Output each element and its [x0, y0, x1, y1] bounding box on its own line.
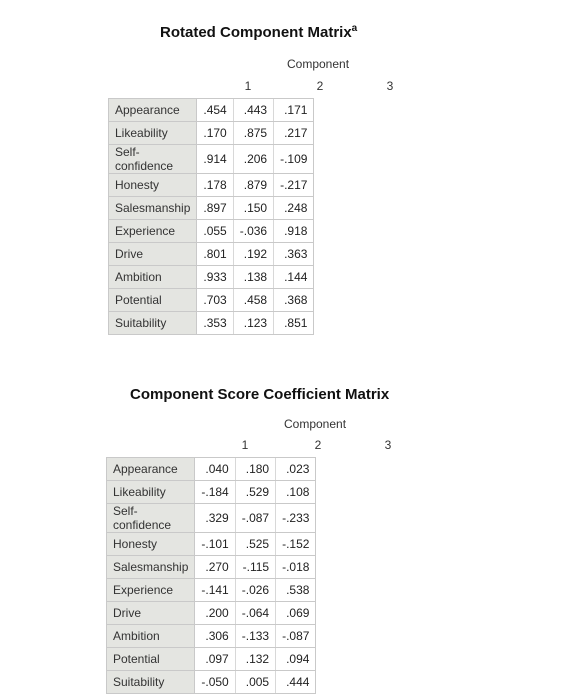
row-label: Self-confidence: [107, 504, 195, 533]
footnote-marker: a: [351, 23, 358, 34]
matrix-title: Component Score Coefficient Matrix: [130, 386, 390, 403]
cell-value: .170: [197, 122, 233, 145]
cell-value: -.087: [235, 504, 275, 533]
matrix-table: [106, 457, 316, 694]
cell-value: .525: [235, 533, 275, 556]
row-label: Likeability: [107, 481, 195, 504]
row-label: Ambition: [107, 625, 195, 648]
cell-value: .248: [274, 197, 314, 220]
cell-value: .132: [235, 648, 275, 671]
cell-value: .353: [197, 312, 233, 335]
column-header-3: 3: [384, 438, 392, 452]
table-row: [109, 312, 314, 335]
column-header-2: 2: [316, 79, 324, 93]
column-header-2: 2: [314, 438, 322, 452]
table-row: [109, 289, 314, 312]
row-label: Appearance: [109, 99, 197, 122]
cell-value: .329: [195, 504, 235, 533]
table-row: [107, 671, 316, 694]
cell-value: .458: [233, 289, 273, 312]
table-row: [107, 579, 316, 602]
cell-value: .097: [195, 648, 235, 671]
row-label: Experience: [109, 220, 197, 243]
cell-value: -.141: [195, 579, 235, 602]
cell-value: .206: [233, 145, 273, 174]
row-label: Honesty: [109, 174, 197, 197]
row-label: Experience: [107, 579, 195, 602]
cell-value: .529: [235, 481, 275, 504]
cell-value: .217: [274, 122, 314, 145]
cell-value: .270: [195, 556, 235, 579]
component-header: Component: [287, 57, 350, 71]
row-label: Salesmanship: [109, 197, 197, 220]
table-row: [109, 243, 314, 266]
row-label: Drive: [109, 243, 197, 266]
cell-value: -.050: [195, 671, 235, 694]
cell-value: -.115: [235, 556, 275, 579]
table-row: [109, 220, 314, 243]
cell-value: .171: [274, 99, 314, 122]
cell-value: .306: [195, 625, 235, 648]
row-label: Suitability: [107, 671, 195, 694]
cell-value: -.036: [233, 220, 273, 243]
cell-value: .144: [274, 266, 314, 289]
row-label: Ambition: [109, 266, 197, 289]
cell-value: .454: [197, 99, 233, 122]
cell-value: .703: [197, 289, 233, 312]
row-label: Honesty: [107, 533, 195, 556]
table-row: [107, 458, 316, 481]
cell-value: .094: [276, 648, 316, 671]
cell-value: -.233: [276, 504, 316, 533]
table-row: [107, 602, 316, 625]
cell-value: .178: [197, 174, 233, 197]
cell-value: -.133: [235, 625, 275, 648]
cell-value: .055: [197, 220, 233, 243]
matrix-table: [108, 98, 314, 335]
cell-value: .368: [274, 289, 314, 312]
component-header: Component: [284, 417, 347, 431]
cell-value: -.026: [235, 579, 275, 602]
table-row: [107, 625, 316, 648]
cell-value: .914: [197, 145, 233, 174]
cell-value: .444: [276, 671, 316, 694]
cell-value: .933: [197, 266, 233, 289]
table-row: [109, 122, 314, 145]
cell-value: -.087: [276, 625, 316, 648]
table-row: [107, 556, 316, 579]
cell-value: .180: [235, 458, 275, 481]
cell-value: -.184: [195, 481, 235, 504]
table-row: [109, 145, 314, 174]
matrix-title: Rotated Component Matrix$^a$: [160, 23, 358, 41]
cell-value: .879: [233, 174, 273, 197]
column-header-1: 1: [244, 79, 252, 93]
cell-value: .005: [235, 671, 275, 694]
row-label: Appearance: [107, 458, 195, 481]
cell-value: .363: [274, 243, 314, 266]
cell-value: .069: [276, 602, 316, 625]
cell-value: -.064: [235, 602, 275, 625]
table-row: [109, 266, 314, 289]
row-label: Self-confidence: [109, 145, 197, 174]
cell-value: .108: [276, 481, 316, 504]
row-label: Likeability: [109, 122, 197, 145]
table-row: [109, 197, 314, 220]
column-header-3: 3: [386, 79, 394, 93]
cell-value: .897: [197, 197, 233, 220]
cell-value: .851: [274, 312, 314, 335]
cell-value: -.109: [274, 145, 314, 174]
cell-value: .123: [233, 312, 273, 335]
cell-value: .023: [276, 458, 316, 481]
column-header-1: 1: [241, 438, 249, 452]
cell-value: .801: [197, 243, 233, 266]
cell-value: .200: [195, 602, 235, 625]
cell-value: .875: [233, 122, 273, 145]
table-row: [107, 533, 316, 556]
cell-value: .538: [276, 579, 316, 602]
cell-value: .138: [233, 266, 273, 289]
table-row: [109, 99, 314, 122]
cell-value: .192: [233, 243, 273, 266]
row-label: Potential: [109, 289, 197, 312]
cell-value: .150: [233, 197, 273, 220]
table-row: [107, 648, 316, 671]
row-label: Salesmanship: [107, 556, 195, 579]
cell-value: .443: [233, 99, 273, 122]
cell-value: .918: [274, 220, 314, 243]
cell-value: -.101: [195, 533, 235, 556]
cell-value: -.152: [276, 533, 316, 556]
table-row: [109, 174, 314, 197]
table-row: [107, 504, 316, 533]
cell-value: -.217: [274, 174, 314, 197]
row-label: Drive: [107, 602, 195, 625]
cell-value: -.018: [276, 556, 316, 579]
cell-value: .040: [195, 458, 235, 481]
row-label: Suitability: [109, 312, 197, 335]
row-label: Potential: [107, 648, 195, 671]
table-row: [107, 481, 316, 504]
